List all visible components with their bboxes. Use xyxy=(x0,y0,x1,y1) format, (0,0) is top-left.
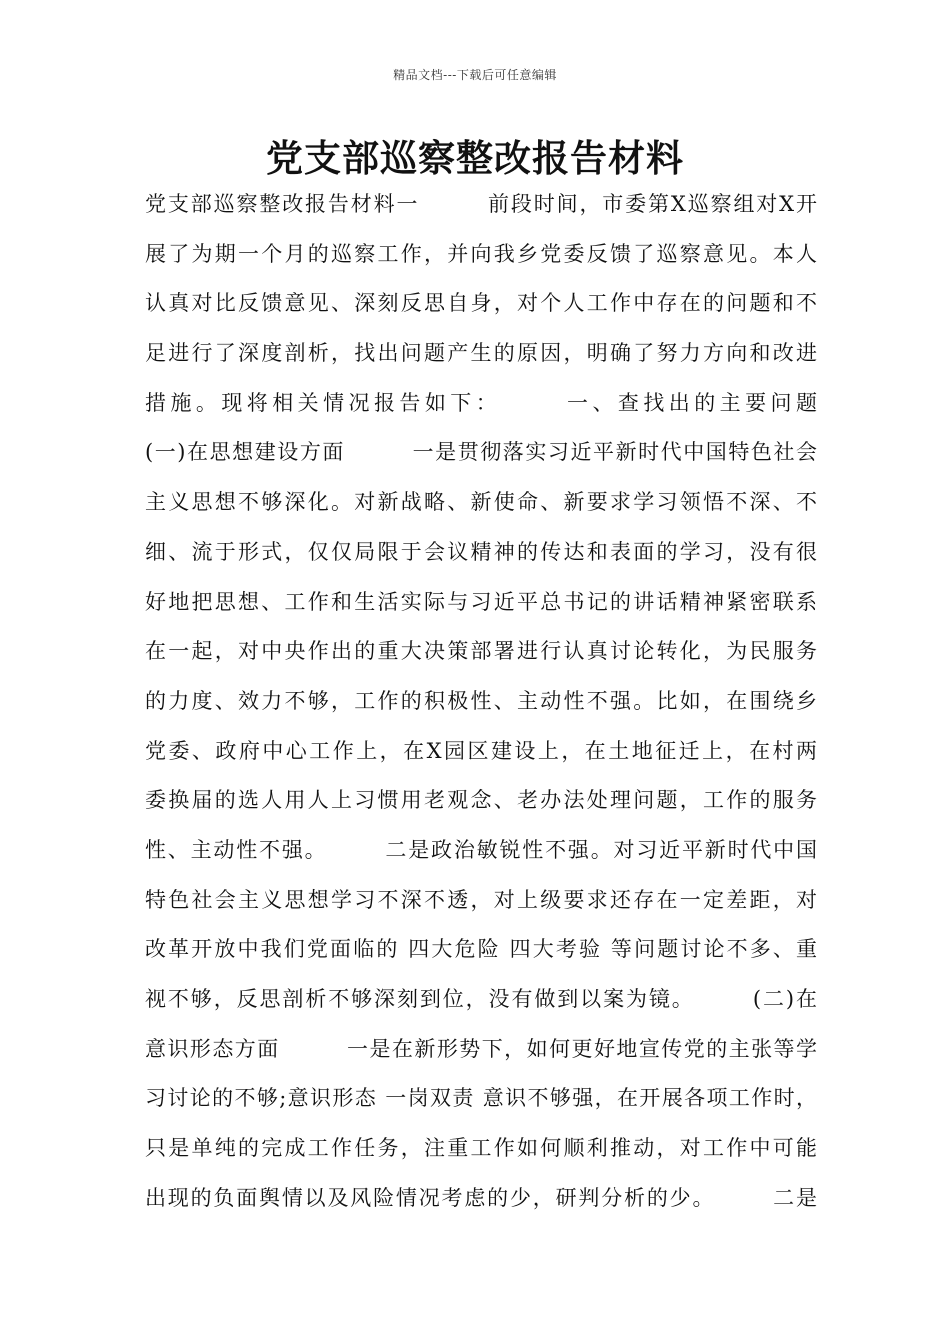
text-line: 展了为期一个月的巡察工作，并向我乡党委反馈了巡察意见。本人 xyxy=(145,241,817,266)
text-line: 习讨论的不够;意识形态 一岗双责 意识不够强，在开展各项工作时， xyxy=(145,1086,817,1111)
text-line: 党委、政府中心工作上，在X园区建设上，在土地征迁上，在村两 xyxy=(145,738,817,763)
document-title: 党支部巡察整改报告材料 xyxy=(266,137,684,180)
text-line: 性、主动性不强。 二是政治敏锐性不强。对习近平新时代中国 xyxy=(145,837,817,862)
body-text xyxy=(145,180,817,1223)
text-line: 委换届的选人用人上习惯用老观念、老办法处理问题，工作的服务 xyxy=(145,788,817,813)
text-line: 党支部巡察整改报告材料一 前段时间，市委第X巡察组对X开 xyxy=(145,192,817,216)
text-line: (一)在思想建设方面 一是贯彻落实习近平新时代中国特色社会 xyxy=(145,440,817,465)
text-line: 细、流于形式，仅仅局限于会议精神的传达和表面的学习，没有很 xyxy=(145,539,817,564)
text-line: 足进行了深度剖析，找出问题产生的原因，明确了努力方向和改进 xyxy=(145,341,817,366)
text-line: 好地把思想、工作和生活实际与习近平总书记的讲话精神紧密联系 xyxy=(145,589,817,614)
text-line: 在一起，对中央作出的重大决策部署进行认真讨论转化，为民服务 xyxy=(145,639,817,664)
header-note: 精品文档---下载后可任意编辑 xyxy=(393,68,557,82)
text-line: 视不够，反思剖析不够深刻到位，没有做到以案为镜。 (二)在 xyxy=(145,987,817,1011)
text-line: 的力度、效力不够，工作的积极性、主动性不强。比如，在围绕乡 xyxy=(145,688,817,713)
text-line: 意识形态方面 一是在新形势下，如何更好地宣传党的主张等学 xyxy=(145,1036,817,1061)
text-line: 措施。现将相关情况报告如下： 一、查找出的主要问题 xyxy=(145,390,817,415)
text-line: 只是单纯的完成工作任务，注重工作如何顺利推动，对工作中可能 xyxy=(145,1136,817,1161)
text-line: 出现的负面舆情以及风险情况考虑的少，研判分析的少。 二是 xyxy=(145,1185,817,1210)
text-line: 特色社会主义思想学习不深不透，对上级要求还存在一定差距，对 xyxy=(145,887,817,912)
text-line: 主义思想不够深化。对新战略、新使命、新要求学习领悟不深、不 xyxy=(145,490,817,515)
text-line: 改革开放中我们党面临的 四大危险 四大考验 等问题讨论不多、重 xyxy=(145,937,817,962)
text-line: 认真对比反馈意见、深刻反思自身，对个人工作中存在的问题和不 xyxy=(145,291,817,316)
